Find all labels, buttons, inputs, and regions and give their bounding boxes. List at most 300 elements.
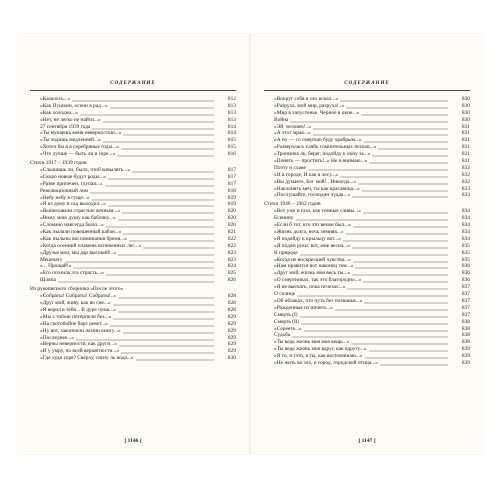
dot-leader [346, 229, 448, 236]
entry-page-number: 816 [227, 151, 236, 158]
entry-page-number: 837 [461, 311, 470, 318]
toc-entry [264, 339, 470, 346]
toc-entry [30, 335, 236, 342]
dot-leader [58, 277, 214, 284]
entry-title: Шляпа [40, 277, 56, 284]
toc-entry [264, 124, 470, 131]
entry-title: «Как пылали повешенный кабан...» [40, 229, 122, 236]
dot-leader [351, 339, 448, 346]
entry-page-number: 834 [461, 222, 470, 229]
toc-entry [264, 319, 470, 326]
dot-leader [90, 188, 214, 195]
entry-page-number: 830 [461, 109, 470, 116]
entry-page-number: 835 [461, 256, 470, 263]
entry-page-number: 836 [461, 270, 470, 277]
toc-entry [264, 222, 470, 229]
section-title: Стихи 1917 – 1939 годов [30, 160, 87, 167]
entry-page-number: 838 [461, 339, 470, 346]
entry-page-number: 838 [461, 332, 470, 339]
entry-page-number: 828 [227, 306, 236, 313]
entry-title: «Казалось...» [40, 96, 71, 102]
entry-page-number: 834 [461, 235, 470, 242]
dot-leader [353, 222, 448, 229]
toc-entry [264, 360, 470, 367]
left-page-number: [ 1146 ] [124, 438, 142, 444]
toc-entry [30, 208, 236, 215]
entry-page-number: 834 [461, 215, 470, 222]
entry-title: «Когда осенний пламень вспененных лес...» [40, 242, 142, 249]
toc-entry [264, 257, 470, 264]
entry-page-number: 837 [461, 284, 470, 291]
dot-leader [300, 250, 448, 257]
dot-leader [364, 137, 448, 144]
entry-title: «Вокруг себя я зло искал...» [274, 96, 339, 102]
toc-entry [30, 257, 236, 264]
entry-page-number: 814 [227, 123, 236, 130]
entry-title: «Об облаках, что путь без познанья...» [274, 297, 363, 304]
section-title: Из рукописного сборника «После этого» [30, 286, 124, 293]
entry-title: Судьба [274, 332, 291, 339]
entry-title: Смерть (II) [274, 318, 300, 325]
dot-leader [372, 151, 448, 158]
entry-title: «А ну — со смертью буду храбрым...» [274, 137, 362, 144]
entry-page-number: 830 [227, 355, 236, 362]
entry-title: «Слышишь ли, было, чтоб ковылять...» [40, 167, 131, 174]
entry-title: «Как Пушкин, осени я рад...» [40, 102, 108, 109]
right-page-number: [ 1147 ] [358, 438, 376, 444]
entry-page-number: 828 [227, 293, 236, 300]
dot-leader [119, 341, 214, 348]
dot-leader [365, 353, 448, 360]
dot-leader [340, 172, 448, 179]
dot-leader [118, 215, 214, 222]
entry-title: «Когда не воскресшей чувства...» [274, 256, 351, 263]
entry-title: «На скотобойне барс ревет...» [40, 320, 108, 327]
entry-page-number: 828 [227, 300, 236, 307]
toc-entry [264, 165, 470, 172]
toc-entry [30, 167, 236, 174]
toc-entry [264, 151, 470, 158]
entry-page-number: 835 [461, 242, 470, 249]
dot-leader [123, 328, 214, 335]
entry-page-number: 831 [461, 137, 470, 144]
entry-page-number: 835 [461, 249, 470, 256]
entry-title: «Друг мой, жизнь моя весь ты...» [274, 270, 351, 277]
dot-leader [110, 103, 214, 110]
dot-leader [103, 137, 214, 144]
dot-leader [353, 257, 448, 264]
toc-entry [264, 172, 470, 179]
entry-title: «Ты ведь жизнь моя вдруг, как вдругу...» [274, 346, 367, 353]
toc-entry [30, 215, 236, 222]
entry-page-number: 817 [227, 167, 236, 174]
toc-entry [264, 179, 470, 186]
dot-leader [361, 110, 448, 117]
entry-title: «Жизнь долга, ночь зимняя...» [274, 229, 344, 236]
entry-page-number: 830 [461, 96, 470, 102]
toc-entry [30, 103, 236, 110]
entry-page-number: 829 [227, 327, 236, 334]
toc-entry [264, 326, 470, 333]
dot-leader [118, 250, 214, 257]
entry-page-number: 821 [227, 229, 236, 236]
entry-page-number: 819 [227, 201, 236, 208]
entry-page-number: 834 [461, 208, 470, 215]
dot-leader [362, 186, 448, 193]
toc-entry [30, 355, 236, 362]
dot-leader [121, 348, 214, 355]
entry-title: «Выписывали страстью вечным...» [40, 208, 121, 215]
toc-entry [30, 270, 236, 277]
toc-entry [264, 96, 470, 103]
entry-page-number: 830 [461, 116, 470, 123]
entry-page-number: 813 [227, 109, 236, 116]
entry-title: «Не жить во зло, о город, городской птица...» [274, 359, 378, 366]
entry-title: Меценату [40, 256, 63, 263]
entry-page-number: 833 [461, 185, 470, 192]
entry-title: «Разве припечен, глупая...» [40, 180, 103, 187]
toc-entry [264, 192, 470, 199]
entry-title: «Наклонять меч, ты как красавица...» [274, 185, 360, 192]
toc-entry [264, 158, 470, 165]
toc-entry [30, 174, 236, 181]
left-header-rule [30, 90, 236, 91]
entry-title: «Мир в запустенье. Черное в окне...» [274, 109, 360, 116]
dot-leader [76, 335, 214, 342]
entry-title: «Ты ведь жизнь моя моя вещь...» [274, 339, 350, 346]
entry-title: К природе [274, 249, 298, 256]
dot-leader [73, 263, 214, 270]
entry-title: «О смертниках, так это благородно...» [274, 277, 362, 284]
dot-leader [380, 360, 448, 367]
dot-leader [123, 130, 214, 137]
entry-title: Есенину [274, 215, 294, 222]
entry-title: «Послушайте, господин чудак...» [274, 192, 351, 199]
entry-page-number: 822 [227, 242, 236, 249]
entry-page-number: 822 [227, 235, 236, 242]
toc-entry [30, 236, 236, 243]
entry-page-number: 838 [461, 318, 470, 325]
toc-entry [264, 144, 470, 151]
right-header-rule [264, 90, 470, 91]
entry-title: «Ну вот, закончили жизни книгу...» [40, 327, 121, 334]
toc-entry [30, 321, 236, 328]
entry-title: «Небу небу в гуще...» [40, 194, 90, 201]
left-page [18, 34, 248, 454]
dot-leader [65, 257, 214, 264]
entry-title: «Я не выехать, пока исчезал...» [274, 284, 346, 291]
entry-page-number: 829 [227, 348, 236, 355]
toc-entry [30, 341, 236, 348]
entry-title: «Последнее...» [40, 334, 74, 341]
toc-entry [30, 250, 236, 257]
toc-entry [264, 137, 470, 144]
entry-page-number: 813 [227, 102, 236, 109]
toc-entry [264, 277, 470, 284]
toc-entry [264, 130, 470, 137]
entry-page-number: 837 [461, 291, 470, 298]
entry-title: Поэту и славе [274, 164, 306, 171]
right-page [252, 34, 482, 454]
toc-entry [30, 263, 236, 270]
entry-title: «Ты ходишь медленней...» [40, 137, 101, 144]
entry-page-number: 820 [227, 215, 236, 222]
dot-leader [301, 319, 448, 326]
dot-leader [363, 208, 448, 215]
toc-entry [264, 186, 470, 193]
toc-entry [30, 124, 236, 131]
toc-entry [264, 215, 470, 222]
dot-leader [136, 355, 214, 362]
entry-page-number: 829 [227, 313, 236, 320]
entry-page-number: 838 [461, 325, 470, 332]
entry-page-number: 815 [227, 144, 236, 151]
dot-leader [340, 96, 448, 103]
toc-entry [30, 188, 236, 195]
entry-title: «И в городе, И как в лесу...» [274, 171, 339, 178]
entry-title: «Мы с тобою потерпели без...» [40, 313, 112, 320]
right-page-header: СОДЕРЖАНИЕ [344, 81, 390, 86]
entry-title: «Рожденные из ничего...» [274, 304, 333, 311]
dot-leader [105, 181, 214, 188]
entry-title: «Сломано навсегда было...» [40, 222, 104, 229]
toc-entry [30, 151, 236, 158]
dot-leader [106, 222, 214, 229]
dot-leader [313, 130, 448, 137]
entry-page-number: 814 [227, 130, 236, 137]
dot-leader [355, 263, 448, 270]
dot-leader [296, 215, 448, 222]
entry-page-number: 823 [227, 256, 236, 263]
toc-entry [264, 263, 470, 270]
entry-title: «Я то, я тэто, я ты, как воспоминаю...» [274, 353, 363, 360]
toc-section-heading [30, 284, 236, 293]
toc-entry [30, 181, 236, 188]
entry-page-number: 834 [461, 229, 470, 236]
toc-entry [264, 312, 470, 319]
toc-entry [30, 307, 236, 314]
entry-page-number: 836 [461, 263, 470, 270]
dot-leader [108, 174, 214, 181]
dot-leader [335, 305, 448, 312]
entry-title: «Вижу мою душу как бабочку...» [40, 215, 116, 222]
entry-page-number: 832 [461, 178, 470, 185]
dot-leader [304, 326, 448, 333]
toc-entry [30, 229, 236, 236]
dot-leader [343, 236, 448, 243]
toc-entry [30, 110, 236, 117]
entry-title: «Я подойду к крыльцу вот...» [274, 235, 341, 242]
entry-page-number: 832 [461, 171, 470, 178]
entry-title: «Разруха, мой мир, разруха!..» [274, 102, 345, 109]
entry-page-number: 823 [227, 249, 236, 256]
left-toc [30, 96, 236, 362]
dot-leader [347, 284, 448, 291]
toc-entry [264, 346, 470, 353]
dot-leader [369, 346, 448, 353]
entry-title: О солнце [274, 291, 296, 298]
entry-title: «Эй, человек!..» [274, 123, 312, 130]
dot-leader [113, 300, 214, 307]
toc-entry [264, 243, 470, 250]
toc-entry [264, 353, 470, 360]
dot-leader [308, 165, 448, 172]
entry-title: «Я верил в тебя... В дуре чума...» [40, 306, 116, 313]
entry-title: «Нет, не легко не найти...» [40, 116, 101, 123]
entry-page-number: 826 [227, 277, 236, 284]
dot-leader [117, 151, 214, 158]
entry-page-number: 836 [461, 277, 470, 284]
dot-leader [292, 332, 448, 339]
right-toc [264, 96, 470, 367]
entry-page-number: 825 [227, 270, 236, 277]
toc-entry [264, 236, 470, 243]
left-footer [18, 438, 248, 444]
toc-entry [30, 144, 236, 151]
entry-page-number: 829 [227, 320, 236, 327]
toc-entry [30, 96, 236, 103]
toc-entry [264, 103, 470, 110]
toc-entry [30, 201, 236, 208]
dot-leader [300, 312, 448, 319]
right-footer [252, 438, 482, 444]
entry-title: «Если б тот, кто это веком был...» [274, 222, 351, 229]
toc-entry [30, 314, 236, 321]
entry-page-number: 818 [227, 187, 236, 194]
entry-title: Смерть (I) [274, 311, 298, 318]
dot-leader [108, 201, 214, 208]
toc-entry [30, 195, 236, 202]
entry-title: «Я из дому в сад выходил...» [40, 201, 106, 208]
entry-page-number: 839 [461, 353, 470, 360]
toc-entry [264, 250, 470, 257]
dot-leader [103, 117, 214, 124]
toc-entry [264, 298, 470, 305]
toc-entry [264, 229, 470, 236]
toc-entry [264, 117, 470, 124]
dot-leader [132, 167, 214, 174]
toc-entry [30, 137, 236, 144]
entry-page-number: 820 [227, 208, 236, 215]
entry-title: «Где худи горе? Сверху, снизу ль вода...» [40, 355, 134, 362]
toc-entry [264, 270, 470, 277]
toc-entry [30, 328, 236, 335]
dot-leader [118, 293, 214, 300]
entry-title: «Друг мой, живу, как во сне...» [40, 300, 111, 307]
entry-page-number: 831 [461, 151, 470, 158]
entry-page-number: 839 [461, 346, 470, 353]
toc-entry [30, 300, 236, 307]
entry-title: «Как пыльны воспоминания бремя...» [40, 235, 127, 242]
dot-leader [106, 270, 214, 277]
dot-leader [313, 124, 448, 131]
entry-title: «Скоро новые будут роды...» [40, 173, 106, 180]
dot-leader [122, 208, 214, 215]
dot-leader [121, 144, 214, 151]
toc-entry [30, 222, 236, 229]
dot-leader [290, 117, 448, 124]
toc-entry [264, 332, 470, 339]
dot-leader [378, 144, 448, 151]
entry-page-number: 812 [227, 96, 236, 102]
toc-entry [30, 117, 236, 124]
entry-title: «Ты мучаешь меня неверностью...» [40, 130, 122, 137]
dot-leader [352, 270, 448, 277]
entry-page-number: 831 [461, 144, 470, 151]
entry-page-number: 817 [227, 173, 236, 180]
toc-entry [30, 243, 236, 250]
entry-title: «... Прощай!» [40, 263, 72, 270]
entry-title: «Друзья мои, мы дар высокий!..» [40, 249, 117, 256]
toc-entry [264, 284, 470, 291]
entry-page-number: 829 [227, 334, 236, 341]
toc-section-heading [264, 199, 470, 208]
dot-leader [123, 229, 214, 236]
entry-title: «Я подам руки: вот, мне весна...» [274, 242, 350, 249]
entry-title: «И у умру, по всей вероятности...» [40, 348, 120, 355]
book-spread [18, 34, 482, 454]
entry-title: «Сереете...» [274, 325, 302, 332]
entry-title: 27 сентября 1939 года [40, 123, 91, 130]
toc-entry [264, 305, 470, 312]
entry-page-number: 832 [461, 164, 470, 171]
entry-title: «Тропинка ль, берег, подойду к окну за...» [274, 151, 371, 158]
dot-leader [92, 195, 214, 202]
section-title: Стихи 1940 – 1962 годов [264, 201, 321, 208]
entry-page-number: 820 [227, 222, 236, 229]
entry-page-number: 831 [461, 130, 470, 137]
entry-page-number: 817 [227, 180, 236, 187]
entry-title: Война [274, 116, 289, 123]
entry-page-number: 815 [227, 137, 236, 144]
entry-page-number: 824 [227, 263, 236, 270]
entry-title: «Вот уже и глаз, как темные сливы...» [274, 208, 361, 215]
dot-leader [297, 291, 448, 298]
entry-page-number: 829 [227, 341, 236, 348]
entry-title: «Разверзлась хлябь сомнительных песков...» [274, 144, 377, 151]
entry-title: «Его поэзила эта страсть...» [40, 270, 104, 277]
entry-page-number: 837 [461, 304, 470, 311]
entry-page-number: 833 [461, 192, 470, 199]
entry-title: «Верны неверности, как други...» [40, 341, 117, 348]
dot-leader [80, 110, 214, 117]
book-gutter [249, 34, 251, 454]
entry-title: «А этот мрак...» [274, 130, 311, 137]
dot-leader [92, 124, 214, 131]
entry-title: «Собраты! Собраты! Собраты!..» [40, 293, 117, 300]
toc-entry [264, 110, 470, 117]
entry-page-number: 819 [227, 194, 236, 201]
entry-title: Революционный лом [40, 187, 88, 194]
toc-entry [30, 130, 236, 137]
entry-page-number: 813 [227, 116, 236, 123]
dot-leader [72, 96, 214, 103]
entry-page-number: 831 [461, 123, 470, 130]
dot-leader [113, 314, 214, 321]
dot-leader [352, 192, 448, 199]
toc-entry [30, 293, 236, 300]
toc-entry [264, 208, 470, 215]
toc-entry [30, 277, 236, 284]
dot-leader [363, 277, 448, 284]
entry-title: «Вы думаете, Бог мой!.. Никогда...» [274, 178, 357, 185]
entry-title: «Понять — простить!..» Не я внимаю...» [274, 158, 368, 165]
toc-section-heading [30, 158, 236, 167]
toc-entry [264, 291, 470, 298]
dot-leader [118, 307, 214, 314]
entry-page-number: 837 [461, 297, 470, 304]
entry-title: «Как холодно...» [40, 109, 78, 116]
